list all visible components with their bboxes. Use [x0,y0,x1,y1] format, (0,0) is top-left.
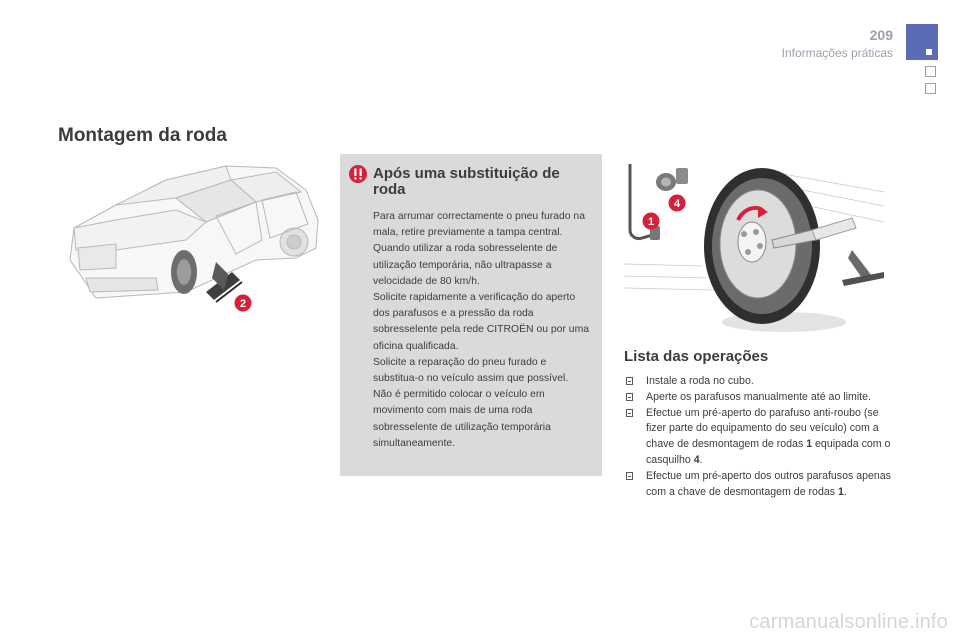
checkbox-icon [626,393,633,401]
checkbox-icon [626,377,633,385]
list-item: Efectue um pré-aperto dos outros parafusos apenas com a chave de desmontagem de rodas 1. [624,469,894,501]
chapter-marker [925,83,936,94]
warning-icon [349,165,367,183]
list-item: Instale a roda no cubo. [624,374,894,390]
callout-4: 4 [673,198,681,210]
chapter-tab [906,24,938,60]
checkbox-icon [626,409,633,417]
watermark: carmanualsonline.info [749,611,948,633]
callout-2: 2 [239,298,247,310]
section-name: Informações práticas [781,46,893,60]
page-number: 209 [869,27,893,43]
operations-title: Lista das operações [624,348,769,365]
list-item: Efectue um pré-aperto do parafuso anti-roubo (se fizer parte do equipamento do seu veículo) com a chave de desmontagem de rodas 1 equipada com o casquilho 4. [624,406,894,469]
page-title: Montagem da roda [58,125,227,146]
list-item: Aperte os parafusos manualmente até ao limite. [624,390,894,406]
operations-list [624,374,894,500]
checkbox-icon [626,472,633,480]
chapter-marker [925,66,936,77]
wheel-mounting-illustration [622,154,886,336]
callout-1: 1 [647,216,655,228]
warning-text: Para arrumar correctamente o pneu furado na mala, retire previamente a tampa central. Quando utilizar a roda sobresselente de utilização temporária, não ultrapasse a velocidade de 80 km/h. Solicite rapidamente a verificação do aperto dos parafusos e a pressão da roda sobresselente pela rede CITROËN ou por uma oficina qualificada. Solicite a reparação do pneu furado e substitua-o no veículo assim que possível. Não é permitido colocar o veículo em movimento com mais de uma roda sobresselente de utilização temporária simultaneamente. [373,211,590,449]
car-jack-illustration [56,150,328,328]
warning-title: Após uma substituição de roda [373,165,560,198]
warning-box [340,154,602,476]
